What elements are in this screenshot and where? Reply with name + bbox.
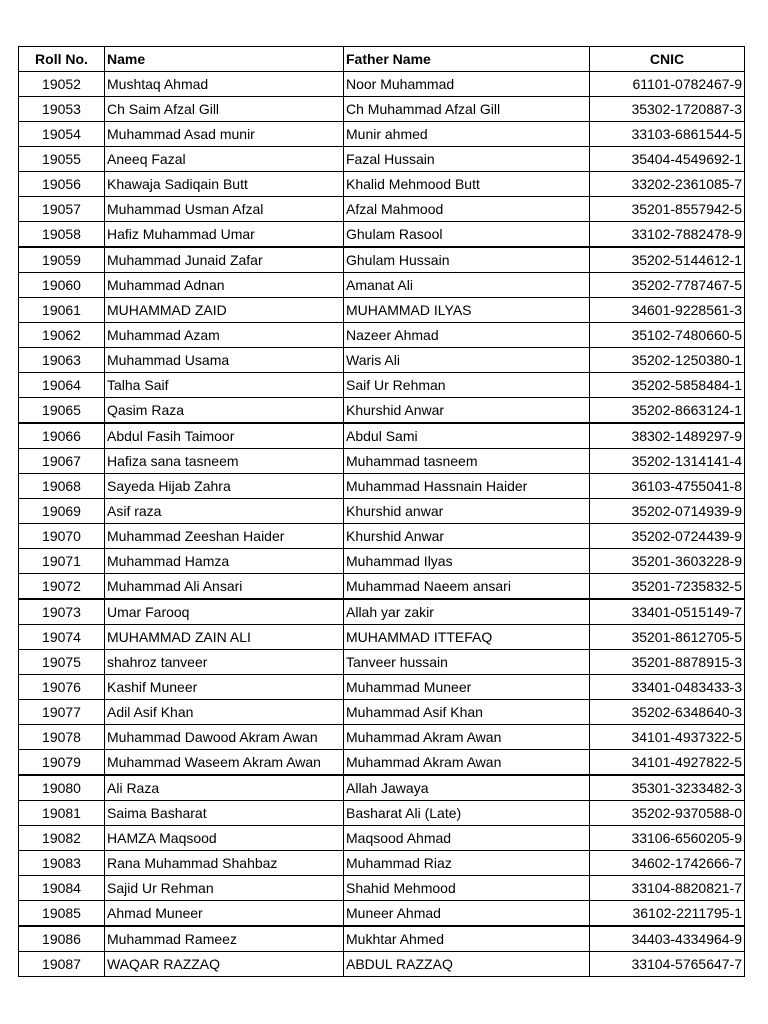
table-row: [19, 750, 745, 776]
roll-no-cell: 19057: [19, 197, 105, 222]
father-name-cell: Muhammad Akram Awan: [344, 725, 590, 750]
column-header-roll-no: Roll No.: [19, 47, 105, 72]
roll-no-cell: 19063: [19, 348, 105, 373]
cnic-cell: 33103-6861544-5: [590, 122, 745, 147]
table-row: [19, 524, 745, 549]
roll-no-cell: 19062: [19, 323, 105, 348]
father-name-cell: Muhammad Hassnain Haider: [344, 474, 590, 499]
cnic-cell: 34601-9228561-3: [590, 298, 745, 323]
name-cell: Muhammad Waseem Akram Awan: [105, 750, 344, 776]
name-cell: Muhammad Azam: [105, 323, 344, 348]
father-name-cell: Shahid Mehmood: [344, 876, 590, 901]
roll-no-cell: 19080: [19, 775, 105, 801]
student-roster-sheet: [18, 46, 744, 977]
roll-no-cell: 19056: [19, 172, 105, 197]
cnic-cell: 33104-5765647-7: [590, 952, 745, 977]
father-name-cell: Saif Ur Rehman: [344, 373, 590, 398]
cnic-cell: 34101-4927822-5: [590, 750, 745, 776]
table-row: [19, 449, 745, 474]
table-row: [19, 952, 745, 977]
name-cell: Sayeda Hijab Zahra: [105, 474, 344, 499]
table-row: [19, 851, 745, 876]
roll-no-cell: 19058: [19, 222, 105, 248]
father-name-cell: Waris Ali: [344, 348, 590, 373]
roll-no-cell: 19079: [19, 750, 105, 776]
name-cell: Ch Saim Afzal Gill: [105, 97, 344, 122]
roll-no-cell: 19065: [19, 398, 105, 424]
father-name-cell: Mukhtar Ahmed: [344, 926, 590, 952]
name-cell: Muhammad Zeeshan Haider: [105, 524, 344, 549]
table-row: [19, 398, 745, 424]
father-name-cell: Noor Muhammad: [344, 72, 590, 97]
table-row: [19, 625, 745, 650]
table-row: [19, 650, 745, 675]
father-name-cell: Munir ahmed: [344, 122, 590, 147]
column-header-cnic: CNIC: [590, 47, 745, 72]
name-cell: MUHAMMAD ZAID: [105, 298, 344, 323]
table-row: [19, 222, 745, 248]
table-row: [19, 725, 745, 750]
father-name-cell: Fazal Hussain: [344, 147, 590, 172]
name-cell: HAMZA Maqsood: [105, 826, 344, 851]
father-name-cell: Ch Muhammad Afzal Gill: [344, 97, 590, 122]
name-cell: Hafiza sana tasneem: [105, 449, 344, 474]
table-row: [19, 72, 745, 97]
father-name-cell: Muhammad Naeem ansari: [344, 574, 590, 600]
cnic-cell: 35201-8612705-5: [590, 625, 745, 650]
father-name-cell: Muhammad Riaz: [344, 851, 590, 876]
roll-no-cell: 19078: [19, 725, 105, 750]
cnic-cell: 35202-8663124-1: [590, 398, 745, 424]
cnic-cell: 35201-3603228-9: [590, 549, 745, 574]
cnic-cell: 35202-1250380-1: [590, 348, 745, 373]
cnic-cell: 35202-5858484-1: [590, 373, 745, 398]
column-header-father-name: Father Name: [344, 47, 590, 72]
cnic-cell: 34602-1742666-7: [590, 851, 745, 876]
roll-no-cell: 19059: [19, 247, 105, 273]
cnic-cell: 35301-3233482-3: [590, 775, 745, 801]
father-name-cell: Ghulam Hussain: [344, 247, 590, 273]
name-cell: Muhammad Adnan: [105, 273, 344, 298]
table-row: [19, 826, 745, 851]
name-cell: Muhammad Asad munir: [105, 122, 344, 147]
table-row: [19, 775, 745, 801]
roll-no-cell: 19067: [19, 449, 105, 474]
father-name-cell: Khurshid Anwar: [344, 398, 590, 424]
name-cell: Mushtaq Ahmad: [105, 72, 344, 97]
name-cell: Muhammad Ali Ansari: [105, 574, 344, 600]
roll-no-cell: 19068: [19, 474, 105, 499]
table-row: [19, 348, 745, 373]
roll-no-cell: 19085: [19, 901, 105, 927]
cnic-cell: 35202-5144612-1: [590, 247, 745, 273]
father-name-cell: Ghulam Rasool: [344, 222, 590, 248]
father-name-cell: ABDUL RAZZAQ: [344, 952, 590, 977]
father-name-cell: Muhammad Muneer: [344, 675, 590, 700]
father-name-cell: Allah yar zakir: [344, 599, 590, 625]
table-row: [19, 172, 745, 197]
roll-no-cell: 19074: [19, 625, 105, 650]
roll-no-cell: 19054: [19, 122, 105, 147]
father-name-cell: Muhammad tasneem: [344, 449, 590, 474]
cnic-cell: 35202-9370588-0: [590, 801, 745, 826]
roll-no-cell: 19076: [19, 675, 105, 700]
cnic-cell: 35201-7235832-5: [590, 574, 745, 600]
cnic-cell: 35102-7480660-5: [590, 323, 745, 348]
father-name-cell: Afzal Mahmood: [344, 197, 590, 222]
cnic-cell: 36102-2211795-1: [590, 901, 745, 927]
table-row: [19, 801, 745, 826]
father-name-cell: Nazeer Ahmad: [344, 323, 590, 348]
father-name-cell: Allah Jawaya: [344, 775, 590, 801]
table-row: [19, 926, 745, 952]
table-row: [19, 700, 745, 725]
cnic-cell: 35202-0724439-9: [590, 524, 745, 549]
roll-no-cell: 19053: [19, 97, 105, 122]
name-cell: Kashif Muneer: [105, 675, 344, 700]
roll-no-cell: 19083: [19, 851, 105, 876]
roll-no-cell: 19082: [19, 826, 105, 851]
table-row: [19, 122, 745, 147]
cnic-cell: 33102-7882478-9: [590, 222, 745, 248]
cnic-cell: 35202-1314141-4: [590, 449, 745, 474]
table-row: [19, 247, 745, 273]
roll-no-cell: 19064: [19, 373, 105, 398]
cnic-cell: 33401-0515149-7: [590, 599, 745, 625]
name-cell: Asif raza: [105, 499, 344, 524]
table-row: [19, 97, 745, 122]
roll-no-cell: 19052: [19, 72, 105, 97]
father-name-cell: Khalid Mehmood Butt: [344, 172, 590, 197]
table-row: [19, 373, 745, 398]
name-cell: shahroz tanveer: [105, 650, 344, 675]
table-row: [19, 273, 745, 298]
roll-no-cell: 19070: [19, 524, 105, 549]
name-cell: Muhammad Dawood Akram Awan: [105, 725, 344, 750]
name-cell: Saima Basharat: [105, 801, 344, 826]
roll-no-cell: 19060: [19, 273, 105, 298]
cnic-cell: 35202-0714939-9: [590, 499, 745, 524]
student-roster-table: [18, 46, 745, 977]
table-row: [19, 298, 745, 323]
name-cell: Muhammad Junaid Zafar: [105, 247, 344, 273]
father-name-cell: Tanveer hussain: [344, 650, 590, 675]
name-cell: Ahmad Muneer: [105, 901, 344, 927]
roll-no-cell: 19066: [19, 423, 105, 449]
name-cell: Hafiz Muhammad Umar: [105, 222, 344, 248]
cnic-cell: 35404-4549692-1: [590, 147, 745, 172]
table-row: [19, 474, 745, 499]
father-name-cell: Khurshid anwar: [344, 499, 590, 524]
table-row: [19, 499, 745, 524]
table-row: [19, 549, 745, 574]
name-cell: Aneeq Fazal: [105, 147, 344, 172]
name-cell: Muhammad Usman Afzal: [105, 197, 344, 222]
name-cell: Khawaja Sadiqain Butt: [105, 172, 344, 197]
table-body: [19, 72, 745, 977]
cnic-cell: 36103-4755041-8: [590, 474, 745, 499]
father-name-cell: Abdul Sami: [344, 423, 590, 449]
father-name-cell: Basharat Ali (Late): [344, 801, 590, 826]
name-cell: Rana Muhammad Shahbaz: [105, 851, 344, 876]
table-row: [19, 574, 745, 600]
roll-no-cell: 19071: [19, 549, 105, 574]
cnic-cell: 33202-2361085-7: [590, 172, 745, 197]
father-name-cell: Amanat Ali: [344, 273, 590, 298]
name-cell: Muhammad Usama: [105, 348, 344, 373]
roll-no-cell: 19069: [19, 499, 105, 524]
father-name-cell: MUHAMMAD ILYAS: [344, 298, 590, 323]
cnic-cell: 33104-8820821-7: [590, 876, 745, 901]
cnic-cell: 34101-4937322-5: [590, 725, 745, 750]
name-cell: Talha Saif: [105, 373, 344, 398]
father-name-cell: MUHAMMAD ITTEFAQ: [344, 625, 590, 650]
name-cell: Muhammad Hamza: [105, 549, 344, 574]
cnic-cell: 35201-8557942-5: [590, 197, 745, 222]
roll-no-cell: 19075: [19, 650, 105, 675]
father-name-cell: Muneer Ahmad: [344, 901, 590, 927]
roll-no-cell: 19055: [19, 147, 105, 172]
name-cell: Umar Farooq: [105, 599, 344, 625]
table-row: [19, 901, 745, 927]
cnic-cell: 34403-4334964-9: [590, 926, 745, 952]
father-name-cell: Khurshid Anwar: [344, 524, 590, 549]
cnic-cell: 33106-6560205-9: [590, 826, 745, 851]
name-cell: Sajid Ur Rehman: [105, 876, 344, 901]
cnic-cell: 33401-0483433-3: [590, 675, 745, 700]
roll-no-cell: 19072: [19, 574, 105, 600]
roll-no-cell: 19087: [19, 952, 105, 977]
name-cell: MUHAMMAD ZAIN ALI: [105, 625, 344, 650]
table-row: [19, 675, 745, 700]
roll-no-cell: 19081: [19, 801, 105, 826]
cnic-cell: 35202-7787467-5: [590, 273, 745, 298]
table-row: [19, 876, 745, 901]
roll-no-cell: 19086: [19, 926, 105, 952]
roll-no-cell: 19084: [19, 876, 105, 901]
roll-no-cell: 19073: [19, 599, 105, 625]
name-cell: Ali Raza: [105, 775, 344, 801]
table-header-row: [19, 47, 745, 72]
name-cell: Qasim Raza: [105, 398, 344, 424]
table-row: [19, 599, 745, 625]
father-name-cell: Muhammad Asif Khan: [344, 700, 590, 725]
cnic-cell: 35302-1720887-3: [590, 97, 745, 122]
father-name-cell: Muhammad Akram Awan: [344, 750, 590, 776]
name-cell: Abdul Fasih Taimoor: [105, 423, 344, 449]
roll-no-cell: 19077: [19, 700, 105, 725]
name-cell: WAQAR RAZZAQ: [105, 952, 344, 977]
table-row: [19, 423, 745, 449]
cnic-cell: 61101-0782467-9: [590, 72, 745, 97]
cnic-cell: 35202-6348640-3: [590, 700, 745, 725]
cnic-cell: 35201-8878915-3: [590, 650, 745, 675]
table-row: [19, 147, 745, 172]
father-name-cell: Maqsood Ahmad: [344, 826, 590, 851]
roll-no-cell: 19061: [19, 298, 105, 323]
name-cell: Muhammad Rameez: [105, 926, 344, 952]
table-row: [19, 197, 745, 222]
table-row: [19, 323, 745, 348]
father-name-cell: Muhammad Ilyas: [344, 549, 590, 574]
column-header-name: Name: [105, 47, 344, 72]
name-cell: Adil Asif Khan: [105, 700, 344, 725]
cnic-cell: 38302-1489297-9: [590, 423, 745, 449]
